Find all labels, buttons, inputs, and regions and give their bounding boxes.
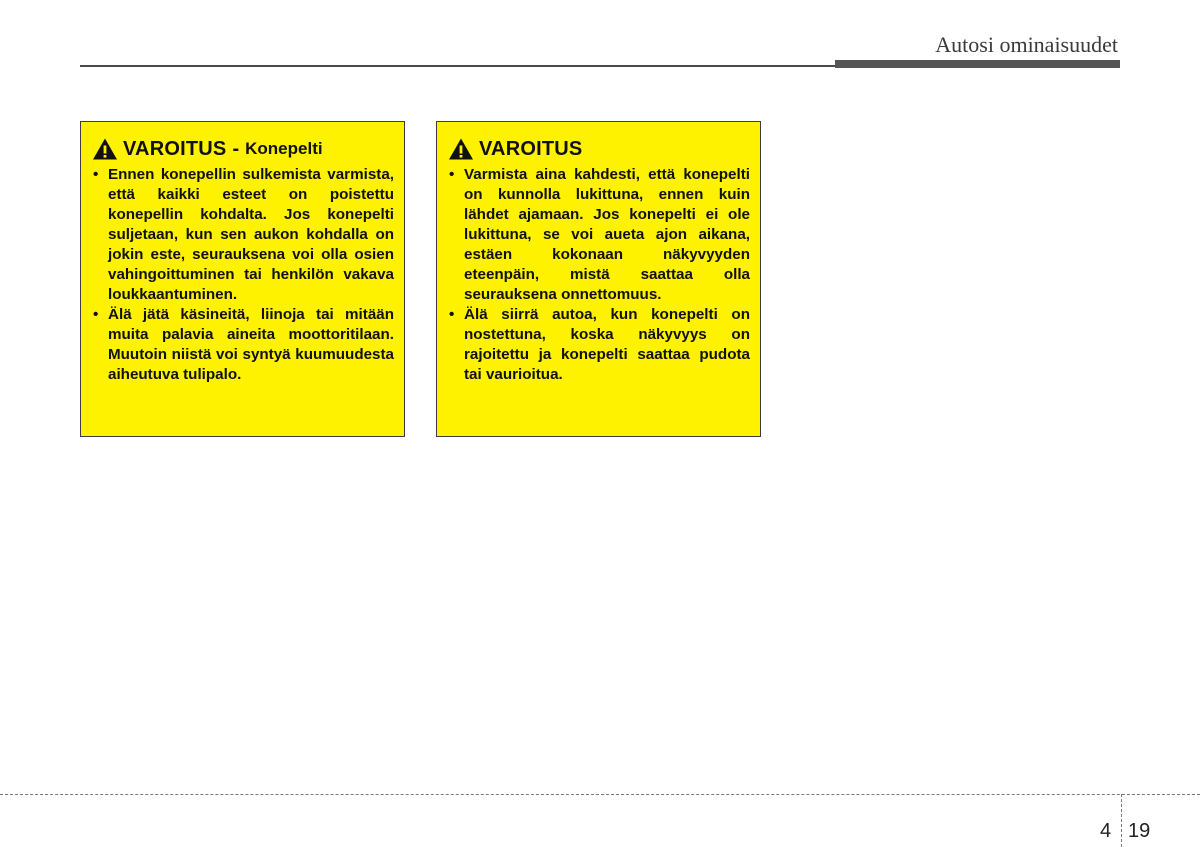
warning-list	[448, 165, 750, 385]
warning-subtitle: Konepelti	[245, 139, 323, 158]
chapter-number: 4	[1100, 820, 1112, 842]
warning-list	[92, 165, 394, 385]
footer-dashed-rule	[0, 794, 1200, 795]
warning-triangle-icon	[448, 137, 474, 161]
warning-heading	[92, 136, 394, 162]
warning-box-hood	[80, 121, 405, 437]
warning-title: VAROITUS	[123, 137, 227, 160]
header-bar	[835, 60, 1120, 68]
warning-box-general	[436, 121, 761, 437]
warning-separator: -	[232, 137, 240, 160]
warning-item: • Älä siirrä autoa, kun konepelti on nostettuna, koska näkyvyys on rajoitettu ja konepelti saattaa pudota tai vaurioitua.	[448, 305, 750, 385]
warning-item: • Älä jätä käsineitä, liinoja tai mitään muita palavia aineita moottoritilaan. Muutoin niistä voi syntyä kuumuudesta aiheutuva tulipalo.	[92, 305, 394, 385]
warning-title: VAROITUS	[479, 137, 583, 160]
section-title: Autosi ominaisuudet	[935, 32, 1118, 57]
page-number: 19	[1128, 820, 1151, 842]
warning-item: • Ennen konepellin sulkemista varmista, että kaikki esteet on poistettu konepellin kohdalta. Jos konepelti suljetaan, kun sen aukon kohdalla on jokin este, seurauksena voi olla osien vahingoittuminen tai henkilön vakava loukkaantuminen.	[92, 165, 394, 305]
warning-heading	[448, 136, 750, 162]
header-rule	[80, 65, 835, 67]
warning-triangle-icon	[92, 137, 118, 161]
page-number-divider	[1121, 794, 1122, 847]
warning-item: • Varmista aina kahdesti, että konepelti on kunnolla lukittuna, ennen kuin lähdet ajamaan. Jos konepelti ei ole lukittuna, se voi aueta ajon aikana, estäen kokonaan näkyvyyden eteenpäin, mistä saattaa olla seurauksena onnettomuus.	[448, 165, 750, 305]
